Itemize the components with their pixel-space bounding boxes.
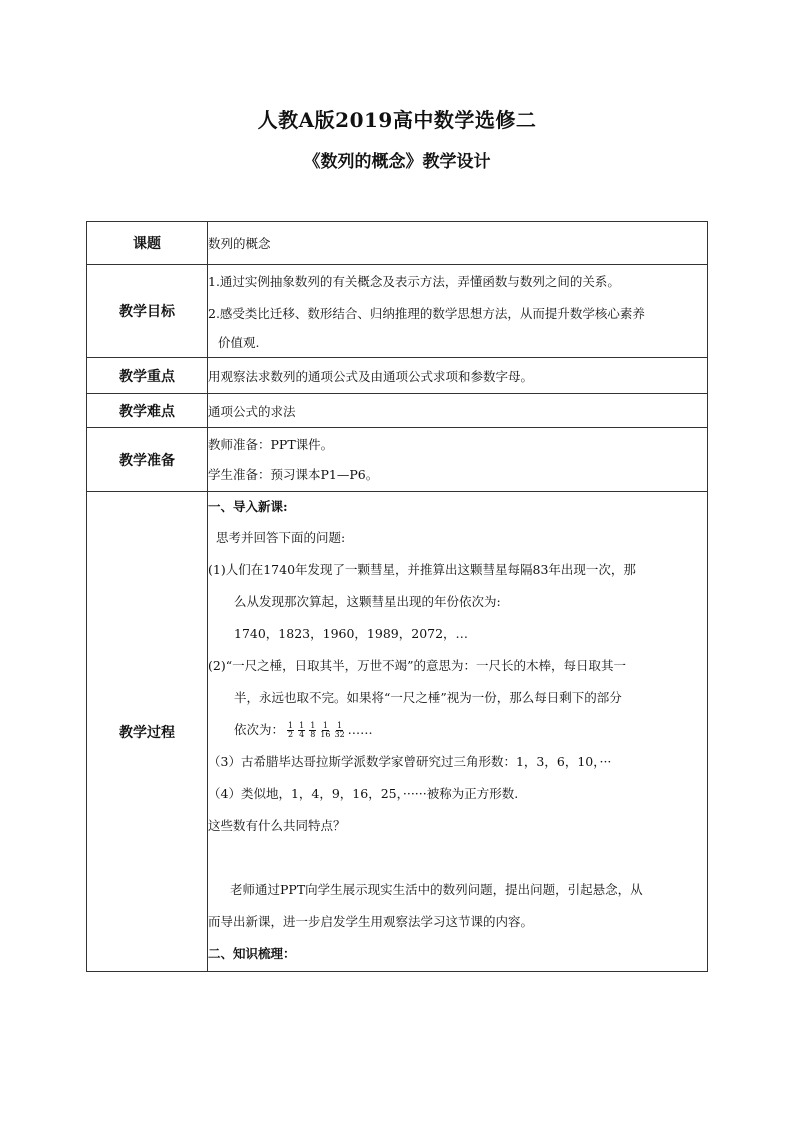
intro-prompt: 思考并回答下面的问题: xyxy=(216,530,346,545)
comet-years: 1740，1823，1960，1989，2072，… xyxy=(234,626,469,641)
fraction-3: $\frac{1}{8}$ xyxy=(310,720,316,739)
teacher-prep: 教师准备：PPT课件。 xyxy=(208,436,334,452)
objectives-content xyxy=(208,265,708,358)
preparation-label: 教学准备 xyxy=(87,428,208,492)
objective-item-1: 1.通过实例抽象数列的有关概念及表示方法，弄懂函数与数列之间的关系。 xyxy=(208,274,620,289)
blank-spacer xyxy=(208,842,707,874)
common-feature-question: 这些数有什么共同特点？ xyxy=(208,818,346,833)
process-label: 教学过程 xyxy=(87,492,208,972)
table-row-difficulty xyxy=(87,394,708,428)
table-row-process xyxy=(87,492,708,972)
document-title: 人教A版2019高中数学选修二 xyxy=(257,108,537,132)
table-row-preparation xyxy=(87,428,708,492)
question-1-line-1: (1)人们在1740年发现了一颗彗星，并推算出这颗彗星每隔83年出现一次，那 xyxy=(208,562,636,577)
key-point-value: 用观察法求数列的通项公式及由通项公式求项和参数字母。 xyxy=(208,358,708,394)
fraction-prefix: 依次为： xyxy=(234,722,285,737)
objective-item-2-cont: 价值观. xyxy=(218,335,260,350)
question-2-line-2: 半，永远也取不完。如果将“一尺之棰”视为一份，那么每日剩下的部分 xyxy=(234,690,622,705)
question-1-line-2: 么从发现那次算起，这颗彗星出现的年份依次为: xyxy=(234,594,501,609)
question-2-line-1: (2)“一尺之棰，日取其半，万世不竭”的意思为：一尺长的木棒，每日取其一 xyxy=(208,658,626,673)
teacher-note-line-2: 而导出新课，进一步启发学生用观察法学习这节课的内容。 xyxy=(208,914,534,929)
table-row-objectives xyxy=(87,265,708,358)
section-knowledge-heading: 二、知识梳理： xyxy=(208,946,296,961)
fraction-sequence xyxy=(234,714,373,746)
difficulty-label: 教学难点 xyxy=(87,394,208,428)
table-row-key-point xyxy=(87,358,708,394)
question-4: （4）类似地，1，4，9，16，25，······被称为正方形数. xyxy=(208,786,519,801)
fraction-5: $\frac{1}{32}$ xyxy=(334,720,345,739)
difficulty-value: 通项公式的求法 xyxy=(208,394,708,428)
topic-value: 数列的概念 xyxy=(208,222,708,265)
section-intro-heading: 一、导入新课: xyxy=(208,499,288,514)
fraction-1: $\frac{1}{2}$ xyxy=(288,720,294,739)
document-subtitle: 《数列的概念》教学设计 xyxy=(303,152,491,172)
table-row-topic xyxy=(87,222,708,265)
teacher-note-line-1: 老师通过PPT向学生展示现实生活中的数列问题，提出问题，引起悬念，从 xyxy=(230,882,643,897)
question-3: （3）古希腊毕达哥拉斯学派数学家曾研究过三角形数：1，3，6，10，··· xyxy=(208,754,612,769)
student-prep: 学生准备：预习课本P1—P6。 xyxy=(208,466,379,482)
lesson-plan-table xyxy=(86,221,708,972)
topic-label: 课题 xyxy=(87,222,208,265)
preparation-content xyxy=(208,428,708,492)
question-2-line-3 xyxy=(208,714,707,746)
process-content xyxy=(208,492,708,972)
fraction-4: $\frac{1}{16}$ xyxy=(320,720,331,739)
fraction-suffix: …… xyxy=(347,722,373,737)
objectives-label: 教学目标 xyxy=(87,265,208,358)
objective-item-2: 2.感受类比迁移、数形结合、归纳推理的数学思想方法，从而提升数学核心素养 xyxy=(208,306,645,321)
key-point-label: 教学重点 xyxy=(87,358,208,394)
fraction-2: $\frac{1}{4}$ xyxy=(299,720,305,739)
